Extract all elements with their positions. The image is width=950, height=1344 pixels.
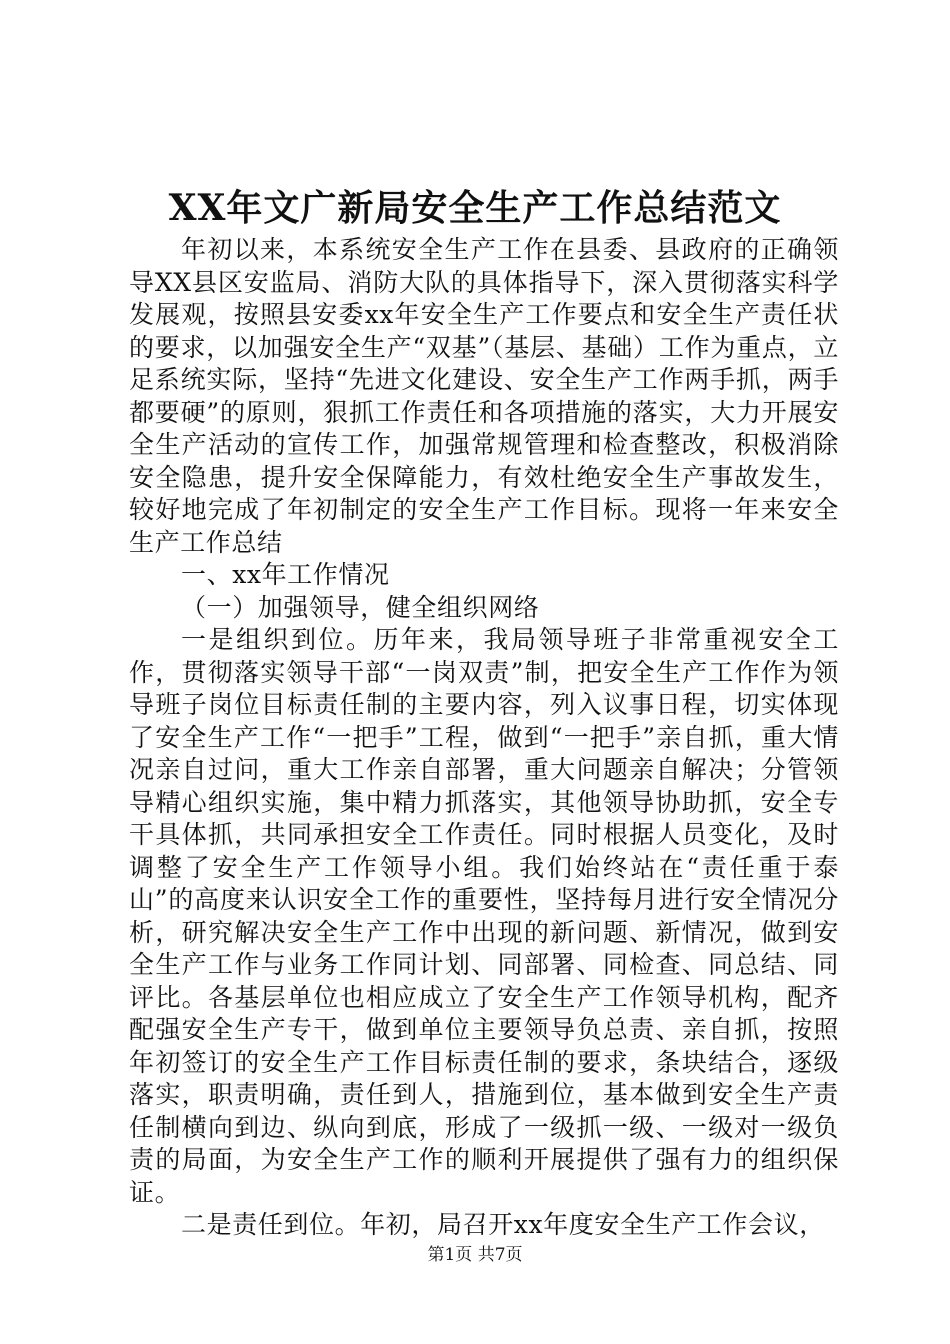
paragraph-intro: 年初以来，本系统安全生产工作在县委、县政府的正确领导XX县区安监局、消防大队的具体指导下，深入贯彻落实科学发展观，按照县安委xx年安全生产工作要点和安全生产责任状的要求，以加强安全生产“双基”（基层、基础）工作为重点，立足系统实际，坚持“先进文化建设、安全生产工作两手抓，两手都要硬”的原则，狠抓工作责任和各项措施的落实，大力开展安全生产活动的宣传工作，加强常规管理和检查整改，积极消除安全隐患，提升安全保障能力，有效杜绝安全生产事故发生，较好地完成了年初制定的安全生产工作目标。现将一年来安全生产工作总结 <box>129 235 839 557</box>
paragraph-organization: 一是组织到位。历年来，我局领导班子非常重视安全工作，贯彻落实领导干部“一岗双责”制，把安全生产工作作为领导班子岗位目标责任制的主要内容，列入议事日程，切实体现了安全生产工作“一把手”工程，做到“一把手”亲自抓，重大情况亲自过问，重大工作亲自部署，重大问题亲自解决；分管领导精心组织实施，集中精力抓落实，其他领导协助抓，安全专干具体抓，共同承担安全工作责任。同时根据人员变化，及时调整了安全生产工作领导小组。我们始终站在“责任重于泰山”的高度来认识安全工作的重要性，坚持每月进行安全情况分析，研究解决安全生产工作中出现的新问题、新情况，做到安全生产工作与业务工作同计划、同部署、同检查、同总结、同评比。各基层单位也相应成立了安全生产工作领导机构，配齐配强安全生产专干，做到单位主要领导负总责、亲自抓，按照年初签订的安全生产工作目标责任制的要求，条块结合，逐级落实，职责明确，责任到人，措施到位，基本做到安全生产责任制横向到边、纵向到底，形成了一级抓一级、一级对一级负责的局面，为安全生产工作的顺利开展提供了强有力的组织保证。 <box>129 625 839 1207</box>
heading-section-1: 一、xx年工作情况 <box>181 560 390 589</box>
document-body <box>129 234 839 1242</box>
page-title: XX年文广新局安全生产工作总结范文 <box>168 187 782 229</box>
paragraph-responsibility: 二是责任到位。年初，局召开xx年度安全生产工作会议， <box>181 1210 825 1239</box>
heading-subsection-1: （一）加强领导，健全组织网络 <box>181 592 540 622</box>
page-footer: 第1页 共7页 <box>427 1245 523 1265</box>
